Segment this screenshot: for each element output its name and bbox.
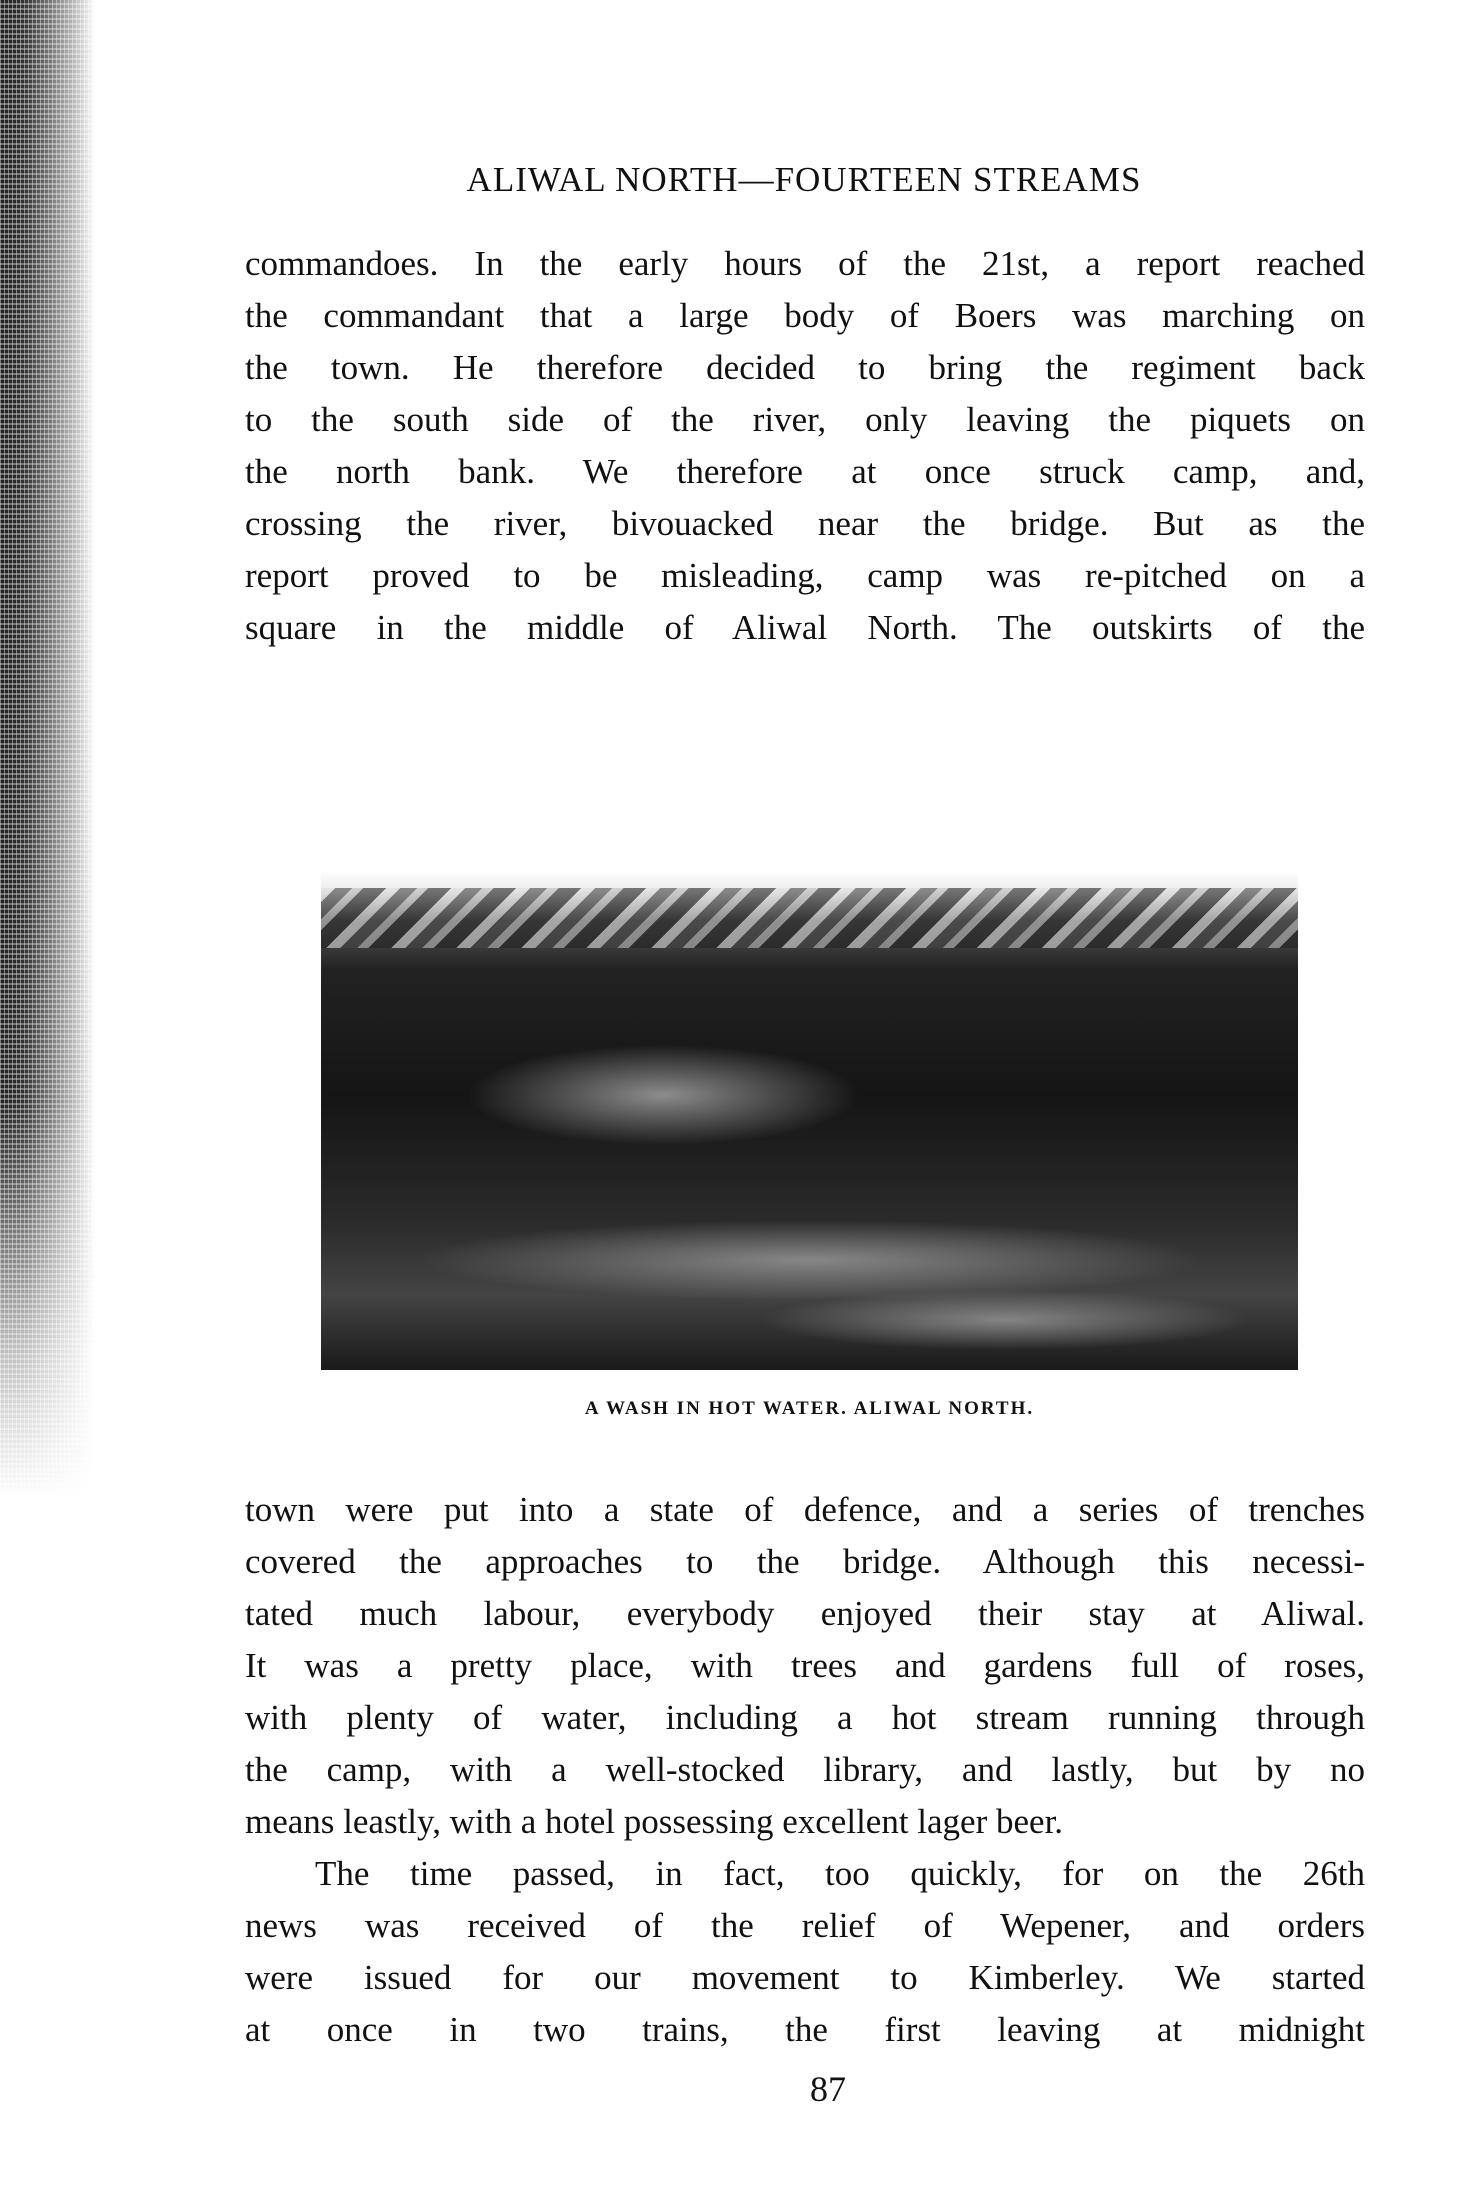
tents-row: [321, 888, 1298, 948]
text-line: It was a pretty place, with trees and gardens full of roses,: [245, 1646, 1365, 1685]
text-line: The time passed, in fact, too quickly, for on the 26th: [315, 1854, 1365, 1893]
text-line: to the south side of the river, only leaving the piquets on: [245, 400, 1365, 439]
camp-photograph: [321, 870, 1298, 1370]
text-line: at once in two trains, the first leaving at midnight: [245, 2010, 1365, 2049]
text-line: covered the approaches to the bridge. Although this necessi-: [245, 1542, 1365, 1581]
text-line: the commandant that a large body of Boers was marching on: [245, 296, 1365, 335]
text-line: with plenty of water, including a hot stream running through: [245, 1698, 1365, 1737]
paragraph-2: [245, 1484, 1365, 1848]
text-line: crossing the river, bivouacked near the bridge. But as the: [245, 504, 1365, 543]
text-line: tated much labour, everybody enjoyed their stay at Aliwal.: [245, 1594, 1365, 1633]
figure-caption: A WASH IN HOT WATER. ALIWAL NORTH.: [584, 1398, 1035, 1419]
text-line: means leastly, with a hotel possessing excellent lager beer.: [245, 1802, 1064, 1841]
text-line: town were put into a state of defence, and a series of trenches: [245, 1490, 1365, 1529]
text-line: news was received of the relief of Wepener, and orders: [245, 1906, 1365, 1945]
text-line: the north bank. We therefore at once struck camp, and,: [245, 452, 1365, 491]
paragraph-3: [245, 1848, 1365, 2056]
text-line: were issued for our movement to Kimberley. We started: [245, 1958, 1365, 1997]
text-line: report proved to be misleading, camp was re-pitched on a: [245, 556, 1365, 595]
text-line: commandoes. In the early hours of the 21st, a report reached: [245, 244, 1365, 283]
scanned-page-edge: [0, 0, 95, 1500]
text-line: the camp, with a well-stocked library, and lastly, but by no: [245, 1750, 1365, 1789]
running-header: ALIWAL NORTH—FOURTEEN STREAMS: [466, 160, 1142, 199]
text-line: square in the middle of Aliwal North. The outskirts of the: [245, 608, 1365, 647]
text-line: the town. He therefore decided to bring the regiment back: [245, 348, 1365, 387]
page-number-wrap: [0, 2068, 1472, 2110]
paragraph-1: [245, 238, 1365, 654]
page-number: 87: [810, 2069, 846, 2109]
